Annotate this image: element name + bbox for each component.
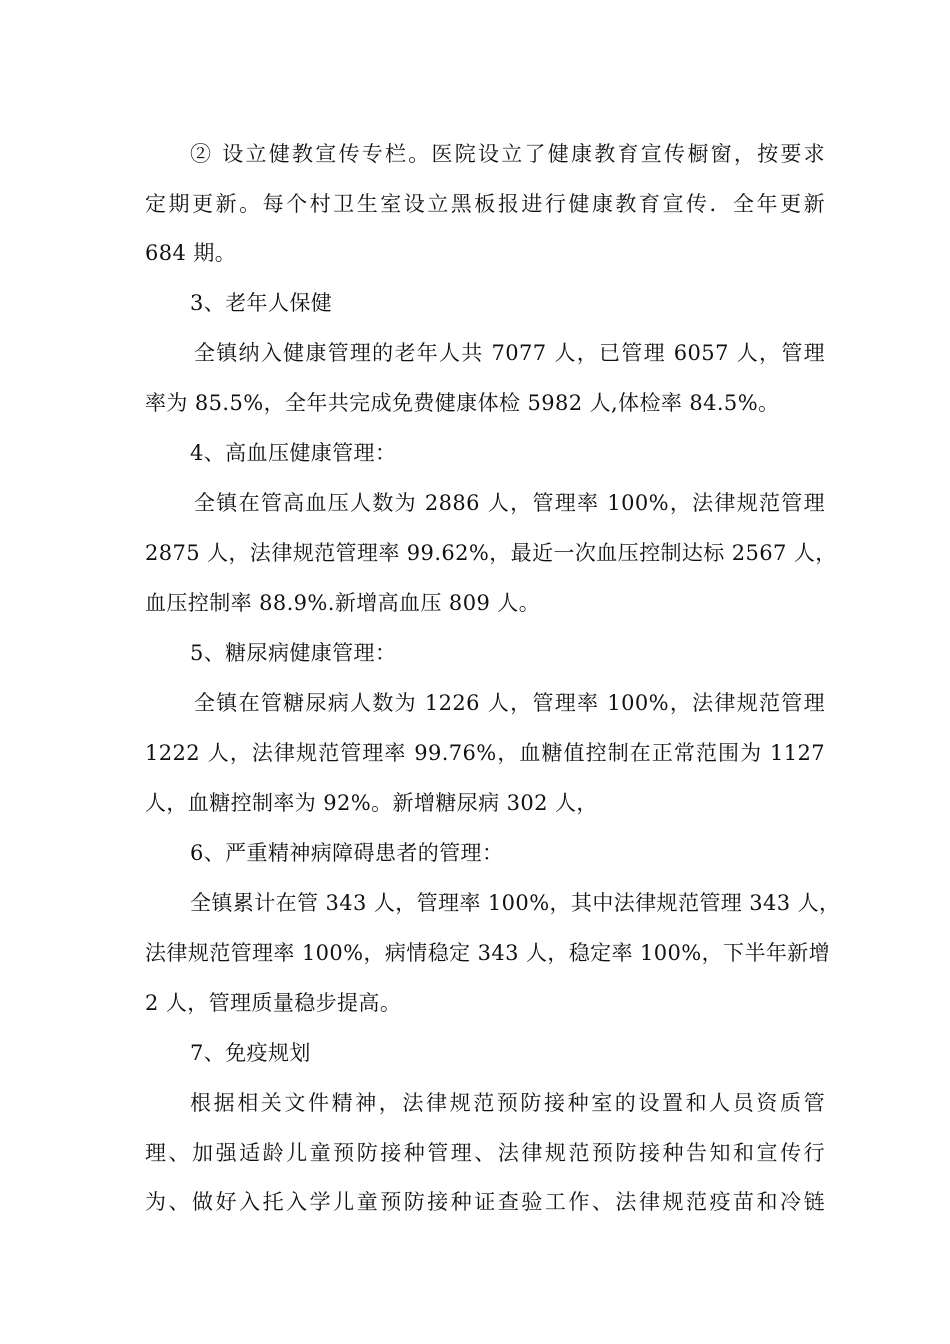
- section-heading: 4、高血压健康管理：: [190, 441, 397, 465]
- section-heading: 6、严重精神病障碍患者的管理：: [190, 841, 504, 865]
- paragraph-line: 全镇在管糖尿病人数为 1226 人，管理率 100%，法律规范管理: [194, 691, 825, 715]
- paragraph-line: 人，血糖控制率为 92%。新增糖尿病 302 人，: [145, 791, 598, 815]
- paragraph-line: 全镇纳入健康管理的老年人共 7077 人，已管理 6057 人，管理: [194, 341, 825, 365]
- paragraph-line: 定期更新。每个村卫生室设立黑板报进行健康教育宣传．全年更新: [145, 192, 825, 216]
- paragraph-line: 理、加强适龄儿童预防接种管理、法律规范预防接种告知和宣传行: [145, 1141, 825, 1165]
- paragraph-line: 血压控制率 88.9%.新增高血压 809 人。: [145, 591, 541, 615]
- paragraph-line: 684 期。: [145, 241, 237, 265]
- paragraph-line: 2 人，管理质量稳步提高。: [145, 991, 402, 1015]
- paragraph-line: 为、做好入托入学儿童预防接种证查验工作、法律规范疫苗和冷链: [145, 1190, 825, 1214]
- paragraph-line: 法律规范管理率 100%，病情稳定 343 人，稳定率 100%，下半年新增: [145, 941, 831, 965]
- paragraph-line: 1222 人，法律规范管理率 99.76%，血糖值控制在正常范围为 1127: [145, 741, 825, 765]
- paragraph-line: ② 设立健教宣传专栏。医院设立了健康教育宣传橱窗，按要求: [190, 142, 825, 166]
- section-heading: 3、老年人保健: [190, 291, 333, 315]
- section-heading: 5、糖尿病健康管理：: [190, 641, 397, 665]
- paragraph-line: 全镇累计在管 343 人，管理率 100%，其中法律规范管理 343 人，: [190, 891, 841, 915]
- paragraph-line: 2875 人，法律规范管理率 99.62%，最近一次血压控制达标 2567 人，: [145, 541, 837, 565]
- paragraph-line: 根据相关文件精神，法律规范预防接种室的设置和人员资质管: [190, 1091, 825, 1115]
- paragraph-line: 全镇在管高血压人数为 2886 人，管理率 100%，法律规范管理: [194, 491, 825, 515]
- section-heading: 7、免疫规划: [190, 1041, 311, 1065]
- paragraph-line: 率为 85.5%，全年共完成免费健康体检 5982 人,体检率 84.5%。: [145, 391, 780, 415]
